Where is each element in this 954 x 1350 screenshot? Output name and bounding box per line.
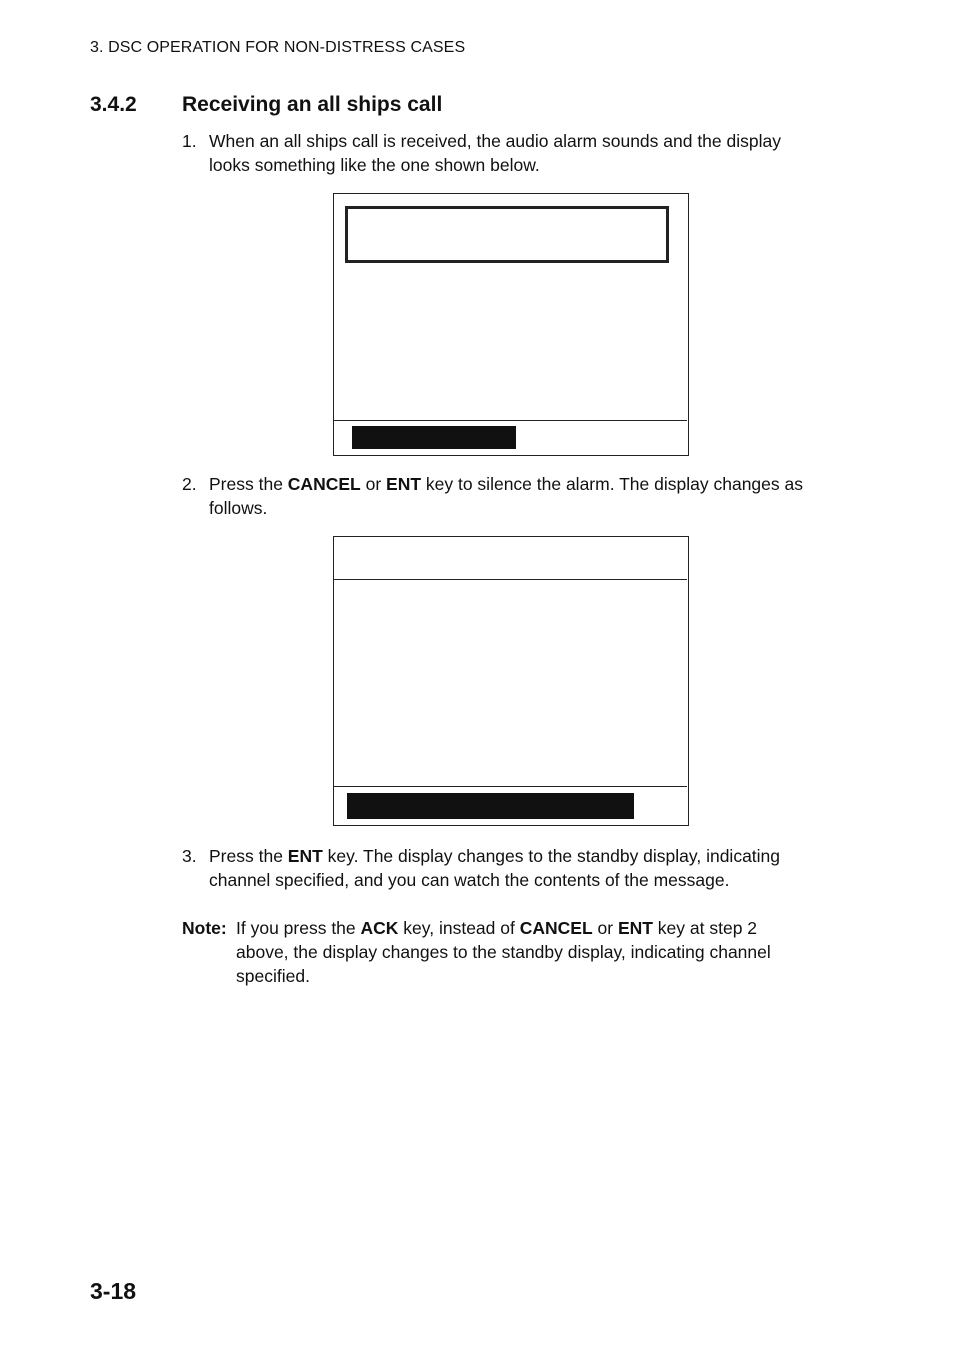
step-1-line-2: looks something like the one shown below. (209, 155, 540, 175)
ent-key-name: ENT (287, 846, 323, 866)
display-bottom-divider (334, 786, 687, 787)
step-2-number: 2. (182, 474, 197, 494)
display-softkey-bar (347, 793, 634, 819)
section-title: Receiving an all ships call (182, 93, 443, 116)
step-3-line-1: Press the ENT key. The display changes to the standby display, indicating (209, 846, 781, 866)
display-figure-silenced (333, 536, 689, 826)
note-text (236, 916, 836, 988)
step-2-line-1: Press the CANCEL or ENT key to silence the alarm. The display changes as (209, 474, 803, 494)
note-line-3: specified. (236, 966, 310, 986)
ent-key-name: ENT (617, 918, 653, 938)
display-title-divider (334, 579, 687, 580)
cancel-key-name: CANCEL (519, 918, 593, 938)
step-1-number: 1. (182, 131, 197, 151)
display-message-frame (345, 206, 669, 263)
cancel-key-name: CANCEL (287, 474, 361, 494)
section-number: 3.4.2 (90, 93, 137, 116)
step-1-text (209, 129, 849, 177)
step-2-text (209, 472, 849, 520)
ack-key-name: ACK (360, 918, 399, 938)
note-line-2: above, the display changes to the standby display, indicating channel (236, 942, 771, 962)
display-softkey-bar (352, 426, 516, 449)
display-figure-alarm (333, 193, 689, 456)
ent-key-name: ENT (386, 474, 422, 494)
step-2-line-2: follows. (209, 498, 268, 518)
note-line-1: If you press the ACK key, instead of CANCEL or ENT key at step 2 (236, 918, 758, 938)
step-3-number: 3. (182, 846, 197, 866)
step-3-text (209, 844, 849, 892)
display-divider (334, 420, 687, 421)
step-3-line-2: channel specified, and you can watch the contents of the message. (209, 870, 730, 890)
running-header: 3. DSC OPERATION FOR NON-DISTRESS CASES (90, 39, 466, 56)
step-1-line-1: When an all ships call is received, the audio alarm sounds and the display (209, 131, 781, 151)
note-label: Note: (182, 918, 227, 938)
page-number: 3-18 (90, 1278, 137, 1304)
